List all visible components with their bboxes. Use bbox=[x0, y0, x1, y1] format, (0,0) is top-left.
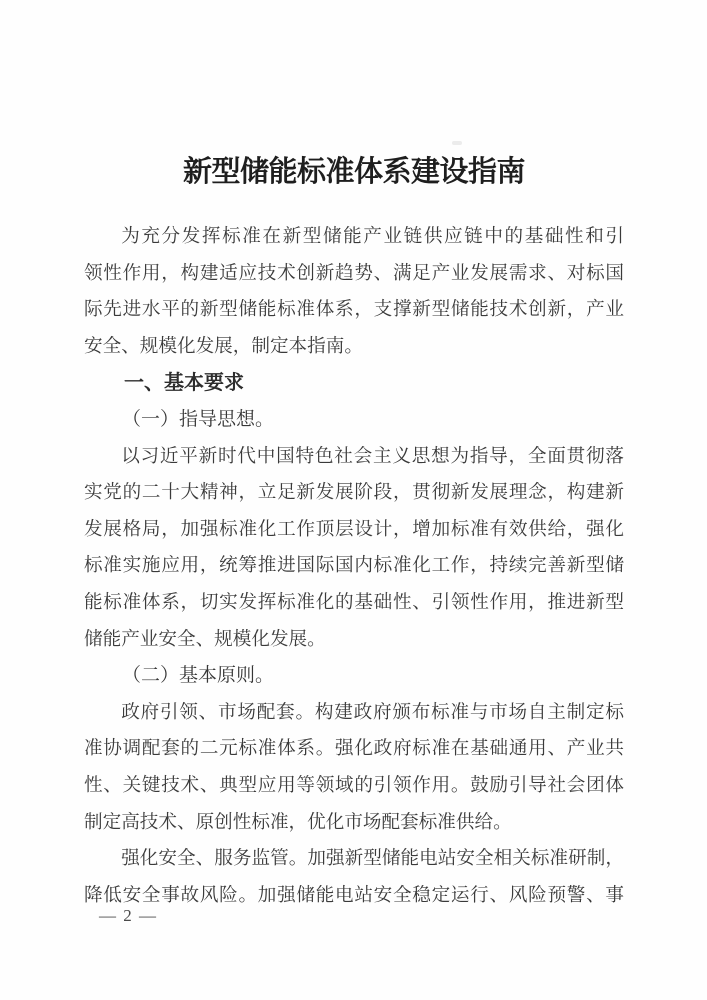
page-number: — 2 — bbox=[99, 906, 158, 925]
text-line: 性、关键技术、典型应用等领域的引领作用。鼓励引导社会团体 bbox=[84, 774, 624, 796]
document-title: 新型储能标准体系建设指南 bbox=[182, 156, 525, 188]
text-line: 政府引领、市场配套。构建政府颁布标准与市场自主制定标 bbox=[121, 701, 624, 723]
text-line: 实党的二十大精神，立足新发展阶段，贯彻新发展理念，构建新 bbox=[84, 482, 624, 504]
text-line: 制定高技术、原创性标准，优化市场配套标准供给。 bbox=[84, 811, 512, 833]
scan-artifact bbox=[452, 141, 462, 145]
paragraph-principle-safety-supervision bbox=[84, 841, 624, 914]
document-body bbox=[84, 219, 624, 914]
text-line: （二）基本原则。 bbox=[122, 665, 275, 687]
text-line: 领性作用，构建适应技术创新趋势、满足产业发展需求、对标国 bbox=[84, 262, 624, 284]
text-line: 发展格局，加强标准化工作顶层设计，增加标准有效供给，强化 bbox=[84, 518, 624, 540]
text-line: 一、基本要求 bbox=[124, 372, 244, 395]
text-line: 安全、规模化发展，制定本指南。 bbox=[84, 335, 363, 357]
section-heading-basic-requirements bbox=[84, 365, 624, 402]
text-line: 准协调配套的二元标准体系。强化政府标准在基础通用、产业共 bbox=[84, 738, 624, 760]
subsection-heading-guiding-ideology bbox=[84, 402, 624, 439]
text-line: 储能产业安全、规模化发展。 bbox=[84, 628, 326, 650]
paragraph-intro bbox=[84, 219, 624, 365]
paragraph-guiding-ideology bbox=[84, 439, 624, 659]
text-line: 标准实施应用，统筹推进国际国内标准化工作，持续完善新型储 bbox=[84, 555, 624, 577]
text-line: 际先进水平的新型储能标准体系，支撑新型储能技术创新，产业 bbox=[84, 299, 624, 321]
text-line: 为充分发挥标准在新型储能产业链供应链中的基础性和引 bbox=[121, 226, 624, 247]
subsection-heading-basic-principles bbox=[84, 658, 624, 695]
paragraph-principle-government-market bbox=[84, 695, 624, 841]
text-line: 以习近平新时代中国特色社会主义思想为指导，全面贯彻落 bbox=[121, 445, 624, 467]
text-line: （一）指导思想。 bbox=[122, 408, 275, 430]
text-line: 强化安全、服务监管。加强新型储能电站安全相关标准研制， bbox=[121, 848, 624, 870]
text-line: 降低安全事故风险。加强储能电站安全稳定运行、风险预警、事 bbox=[84, 884, 624, 906]
text-line: 能标准体系，切实发挥标准化的基础性、引领性作用，推进新型 bbox=[84, 591, 624, 613]
